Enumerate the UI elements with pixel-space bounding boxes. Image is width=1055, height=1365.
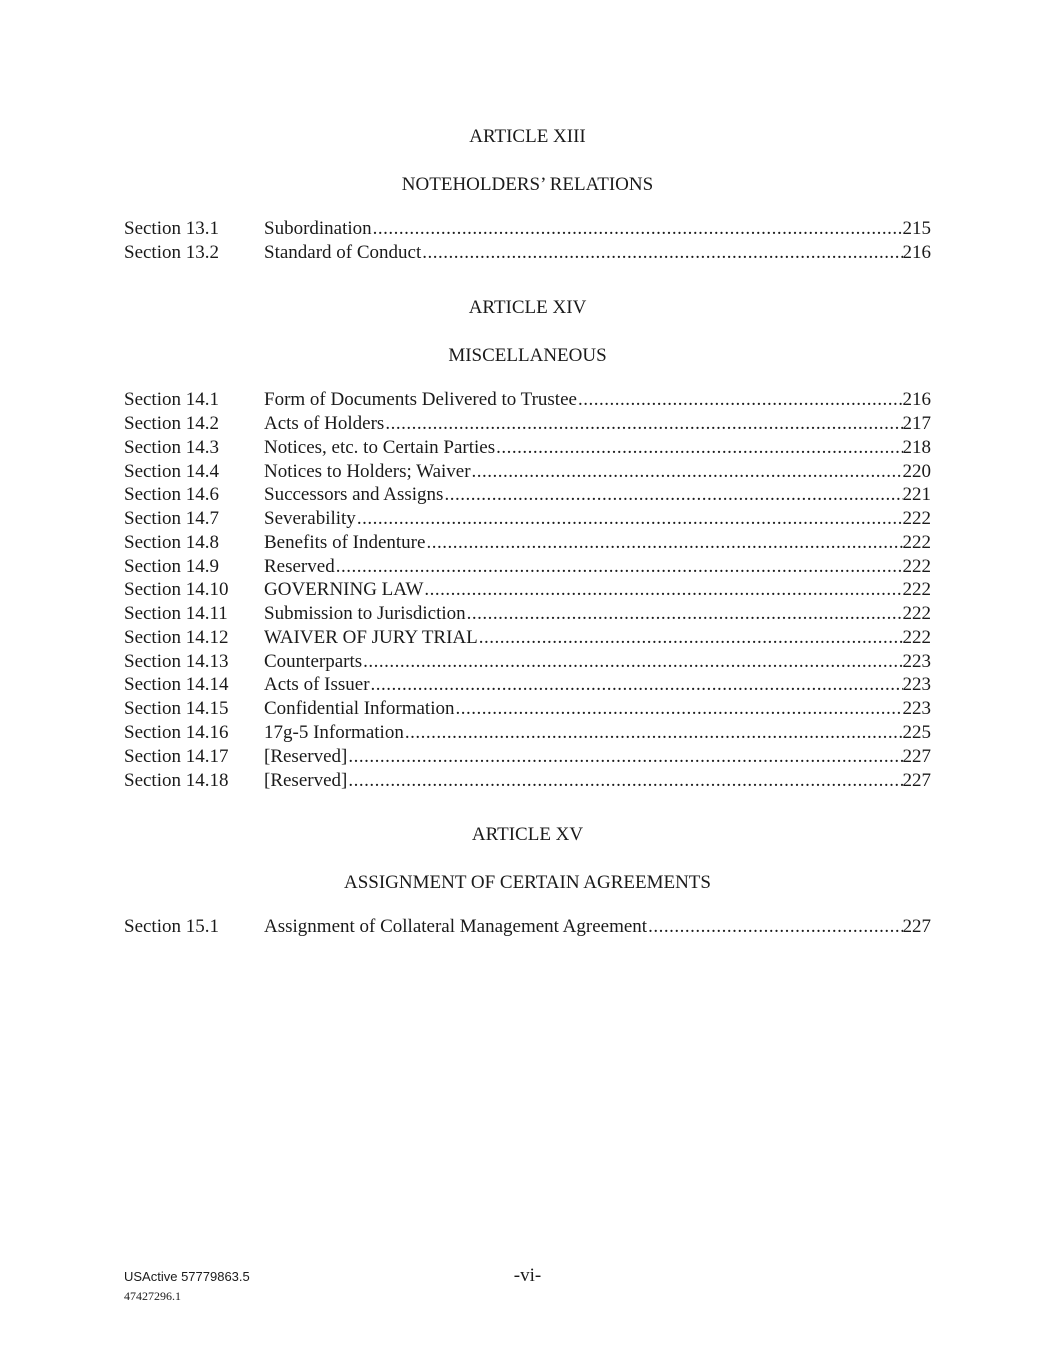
dot-leader [472, 460, 903, 484]
toc-entry[interactable] [124, 531, 931, 555]
page-reference: 222 [902, 579, 931, 600]
page-reference: 220 [902, 461, 931, 482]
section-number: Section 14.8 [124, 532, 219, 553]
toc-entry[interactable] [124, 483, 931, 507]
section-number: Section 14.14 [124, 674, 229, 695]
toc-entry[interactable] [124, 507, 931, 531]
section-number: Section 14.11 [124, 603, 228, 624]
page-reference: 218 [902, 437, 931, 458]
dot-leader [373, 217, 903, 241]
section-number: Section 14.13 [124, 651, 229, 672]
section-title: Acts of Issuer [264, 674, 370, 695]
section-title: Assignment of Collateral Management Agreement [264, 916, 648, 937]
section-number: Section 14.6 [124, 484, 219, 505]
article-label: ARTICLE XIII [469, 126, 586, 147]
dot-leader [424, 578, 902, 602]
section-title: Reserved [264, 556, 335, 577]
dot-leader [357, 507, 903, 531]
toc-entry[interactable] [124, 460, 931, 484]
dot-leader [648, 915, 902, 939]
page-reference: 217 [902, 413, 931, 434]
section-number: Section 14.16 [124, 722, 229, 743]
toc-entry[interactable] [124, 436, 931, 460]
article-title: NOTEHOLDERS’ RELATIONS [401, 174, 654, 195]
page-reference: 222 [902, 532, 931, 553]
page-reference: 227 [902, 770, 931, 791]
section-number: Section 14.3 [124, 437, 219, 458]
section-number: Section 14.7 [124, 508, 219, 529]
document-id: USActive 57779863.5 [124, 1269, 250, 1284]
page-reference: 227 [902, 746, 931, 767]
toc-entry[interactable] [124, 626, 931, 650]
dot-leader [336, 555, 903, 579]
section-number: Section 14.1 [124, 389, 219, 410]
page-reference: 223 [902, 674, 931, 695]
section-title: Severability [264, 508, 356, 529]
document-id-secondary: 47427296.1 [124, 1289, 181, 1303]
dot-leader [405, 721, 903, 745]
section-title: WAIVER OF JURY TRIAL [264, 627, 478, 648]
toc-entry[interactable] [124, 745, 931, 769]
page-reference: 223 [902, 651, 931, 672]
dot-leader [455, 697, 902, 721]
section-number: Section 14.15 [124, 698, 229, 719]
toc-entry[interactable] [124, 697, 931, 721]
dot-leader [422, 241, 902, 265]
page-reference: 222 [902, 627, 931, 648]
page-reference: 215 [902, 218, 931, 239]
dot-leader [348, 745, 902, 769]
article-title: ASSIGNMENT OF CERTAIN AGREEMENTS [344, 872, 711, 893]
section-number: Section 14.12 [124, 627, 229, 648]
section-title: Notices, etc. to Certain Parties [264, 437, 496, 458]
toc-entry[interactable] [124, 673, 931, 697]
article-title: MISCELLANEOUS [448, 345, 607, 366]
page-number: -vi- [513, 1265, 542, 1286]
toc-entry[interactable] [124, 721, 931, 745]
section-number: Section 14.18 [124, 770, 229, 791]
toc-entry[interactable] [124, 769, 931, 793]
section-title: Standard of Conduct [264, 242, 422, 263]
section-title: Form of Documents Delivered to Trustee [264, 389, 577, 410]
section-title: 17g-5 Information [264, 722, 404, 743]
section-number: Section 13.1 [124, 218, 219, 239]
section-number: Section 14.2 [124, 413, 219, 434]
section-number: Section 14.10 [124, 579, 229, 600]
page-reference: 222 [902, 603, 931, 624]
dot-leader [363, 650, 902, 674]
dot-leader [496, 436, 902, 460]
section-number: Section 14.17 [124, 746, 229, 767]
article-label: ARTICLE XV [471, 824, 584, 845]
dot-leader [371, 673, 903, 697]
section-title: Confidential Information [264, 698, 455, 719]
toc-entry[interactable] [124, 602, 931, 626]
section-title: Benefits of Indenture [264, 532, 426, 553]
dot-leader [467, 602, 903, 626]
section-number: Section 14.4 [124, 461, 219, 482]
toc-entry[interactable] [124, 915, 931, 939]
toc-entry[interactable] [124, 650, 931, 674]
page-reference: 222 [902, 556, 931, 577]
page-reference: 216 [902, 389, 931, 410]
toc-entry[interactable] [124, 555, 931, 579]
section-title: Submission to Jurisdiction [264, 603, 466, 624]
section-title: Counterparts [264, 651, 363, 672]
section-number: Section 13.2 [124, 242, 219, 263]
section-title: Notices to Holders; Waiver [264, 461, 471, 482]
section-title: Successors and Assigns [264, 484, 444, 505]
section-number: Section 14.9 [124, 556, 219, 577]
page-reference: 223 [902, 698, 931, 719]
toc-entry[interactable] [124, 388, 931, 412]
dot-leader [426, 531, 902, 555]
section-title: [Reserved] [264, 770, 348, 791]
dot-leader [479, 626, 903, 650]
page-reference: 227 [902, 916, 931, 937]
dot-leader [385, 412, 902, 436]
dot-leader [348, 769, 902, 793]
dot-leader [444, 483, 902, 507]
section-number: Section 15.1 [124, 916, 219, 937]
page-reference: 225 [902, 722, 931, 743]
page-reference: 216 [902, 242, 931, 263]
dot-leader [578, 388, 903, 412]
section-title: [Reserved] [264, 746, 348, 767]
article-label: ARTICLE XIV [468, 297, 587, 318]
page-reference: 222 [902, 508, 931, 529]
toc-entry[interactable] [124, 241, 931, 265]
toc-entry[interactable] [124, 217, 931, 241]
section-title: Subordination [264, 218, 372, 239]
section-title: GOVERNING LAW [264, 579, 424, 600]
page-reference: 221 [902, 484, 931, 505]
section-title: Acts of Holders [264, 413, 385, 434]
toc-entry[interactable] [124, 578, 931, 602]
toc-entry[interactable] [124, 412, 931, 436]
